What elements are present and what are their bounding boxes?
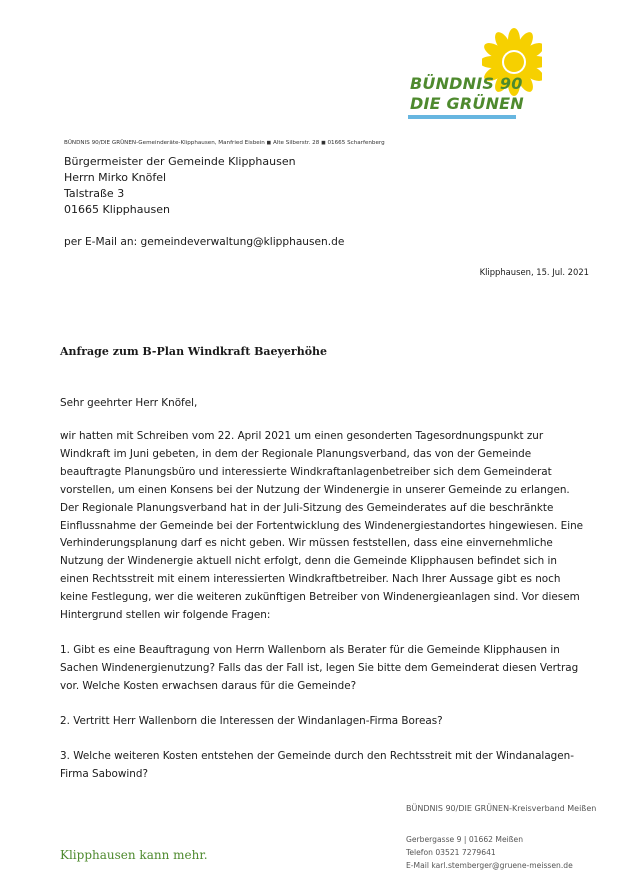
paragraph-line: Nutzung der Windenergie aktuell nicht erfolgt, denn die Gemeinde Klipphausen befindet sich in [60,555,558,568]
paragraph-line: einen Rechtsstreit mit einem interessierten Windkraftbetreiber. Nach Ihrer Aussage gibt es noch [60,573,561,586]
salutation: Sehr geehrter Herr Knöfel, [60,397,198,409]
question-line: Sachen Windenergienutzung? Falls das der Fall ist, legen Sie bitte dem Gemeinderat diesen Vertrag [60,661,579,674]
paragraph-intro [60,428,600,625]
paragraph-line: Verhinderungsplanung darf es nicht geben. Wir müssen feststellen, dass eine einvernehmliche [60,537,553,550]
paragraph-line: keine Festlegung, wer die weiteren zukünftigen Betreiber von Windenergieanlagen sind. Vor diesem [60,591,580,604]
recipient-line-3: Talstraße 3 [64,187,125,200]
recipient-line-4: 01665 Klipphausen [64,203,170,216]
recipient-email-line: per E-Mail an: gemeindeverwaltung@klipphausen.de [64,236,345,248]
sender-return-address: BÜNDNIS 90/DIE GRÜNEN-Gemeinderäte-Klipphausen, Manfried Eisbein ◼ Alte Silberstr. 28 ◼ 01665 Scharfenberg [64,140,385,146]
question-1 [60,642,600,696]
recipient-line-2: Herrn Mirko Knöfel [64,171,167,184]
footer-email: E-Mail karl.stemberger@gruene-meissen.de [406,861,573,870]
party-logo [400,28,540,124]
question-line: vor. Welche Kosten erwachsen daraus für die Gemeinde? [60,679,357,692]
paragraph-line: Hintergrund stellen wir folgende Fragen: [60,609,271,622]
paragraph-line: vorstellen, um einen Konsens bei der Nutzung der Windenergie in unserer Gemeinde zu erlangen. [60,483,570,496]
letter-date: Klipphausen, 15. Jul. 2021 [479,267,589,277]
letter-subject: Anfrage zum B-Plan Windkraft Baeyerhöhe [60,345,328,358]
footer-address: Gerbergasse 9 | 01662 Meißen [406,835,524,844]
paragraph-line: Windkraft im Juni gebeten, in dem der Regionale Planungsverband, das von der Gemeinde [60,447,532,460]
question-line: 1. Gibt es eine Beauftragung von Herrn Wallenborn als Berater für die Gemeinde Klipphausen in [60,644,560,656]
paragraph-line: beauftragte Planungsbüro und interessierte Windkraftanlagenbetreiber sich dem Gemeinderat [60,465,552,478]
logo-text-line2: DIE GRÜNEN [410,94,524,113]
logo-underline-bar [408,115,516,119]
paragraph-line: wir hatten mit Schreiben vom 22. April 2021 um einen gesonderten Tagesordnungspunkt zur [60,430,544,442]
logo-text-line1: BÜNDNIS 90 [410,74,523,93]
footer-slogan: Klipphausen kann mehr. [60,848,208,862]
paragraph-line: Einflussnahme der Gemeinde bei der Fortentwicklung des Windenergiestandortes hingewiesen. Eine [60,519,584,532]
question-3 [60,748,600,784]
paragraph-line: Der Regionale Planungsverband hat in der Juli-Sitzung des Gemeinderates auf die beschränkte [60,501,554,514]
question-line: 3. Welche weiteren Kosten entstehen der Gemeinde durch den Rechtsstreit mit der Windanalagen- [60,750,575,762]
footer-organization: BÜNDNIS 90/DIE GRÜNEN-Kreisverband Meißen [406,804,597,813]
recipient-line-1: Bürgermeister der Gemeinde Klipphausen [64,155,296,168]
footer-phone: Telefon 03521 7279641 [406,848,496,857]
question-2: 2. Vertritt Herr Wallenborn die Interessen der Windanlagen-Firma Boreas? [60,715,443,727]
question-line: Firma Sabowind? [60,767,148,780]
